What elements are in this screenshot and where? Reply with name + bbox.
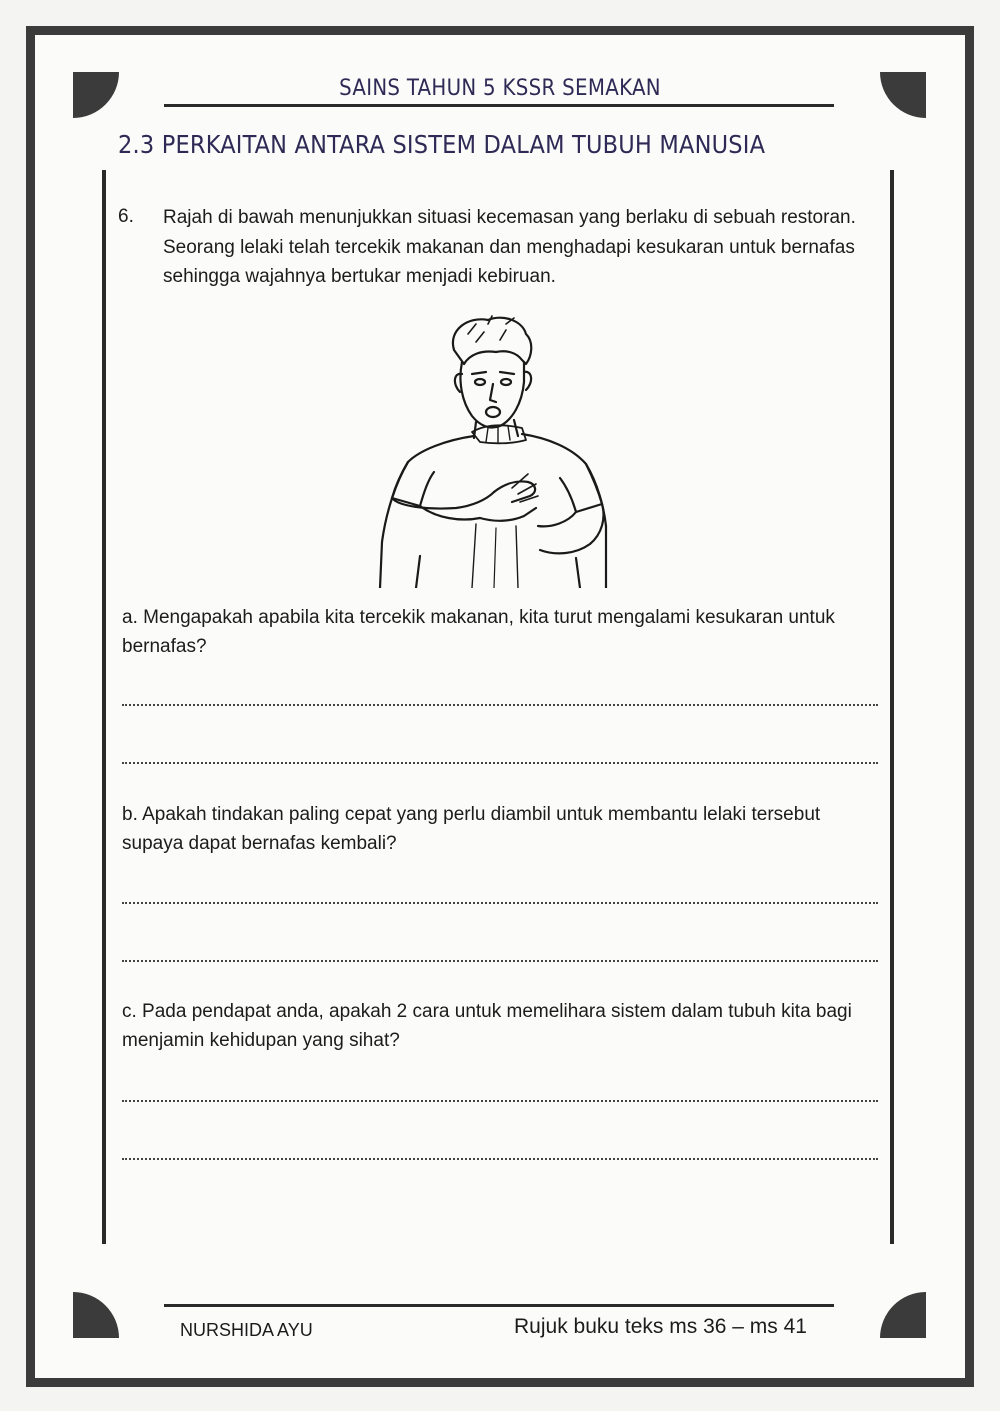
footer-author: NURSHIDA AYU — [180, 1320, 313, 1340]
footer-divider — [164, 1304, 834, 1307]
footer-reference: Rujuk buku teks ms 36 – ms 41 — [514, 1315, 807, 1338]
left-border-line — [102, 170, 106, 1244]
answer-line-a2[interactable] — [122, 762, 878, 764]
right-border-line — [890, 170, 894, 1244]
question-number: 6. — [118, 206, 134, 227]
choking-man-illustration — [376, 312, 612, 588]
answer-line-a1[interactable] — [122, 704, 878, 706]
answer-line-c1[interactable] — [122, 1100, 878, 1102]
sub-question-a: a. Mengapakah apabila kita tercekik makanan, kita turut mengalami kesukaran untuk bernafas? — [122, 607, 835, 657]
answer-line-b2[interactable] — [122, 960, 878, 962]
header-divider — [164, 104, 834, 107]
section-title: 2.3 PERKAITAN ANTARA SISTEM DALAM TUBUH MANUSIA — [118, 130, 766, 159]
header-title: SAINS TAHUN 5 KSSR SEMAKAN — [339, 76, 661, 101]
question-intro: Rajah di bawah menunjukkan situasi kecemasan yang berlaku di sebuah restoran. Seorang lelaki telah tercekik makanan dan menghadapi kesukaran untuk bernafas sehingga wajahnya bertukar menjadi kebiruan. — [163, 207, 856, 287]
sub-question-c: c. Pada pendapat anda, apakah 2 cara untuk memelihara sistem dalam tubuh kita bagi menjamin kehidupan yang sihat? — [122, 1001, 852, 1051]
answer-line-b1[interactable] — [122, 902, 878, 904]
sub-question-b: b. Apakah tindakan paling cepat yang perlu diambil untuk membantu lelaki tersebut supaya dapat bernafas kembali? — [122, 804, 821, 854]
answer-line-c2[interactable] — [122, 1158, 878, 1160]
